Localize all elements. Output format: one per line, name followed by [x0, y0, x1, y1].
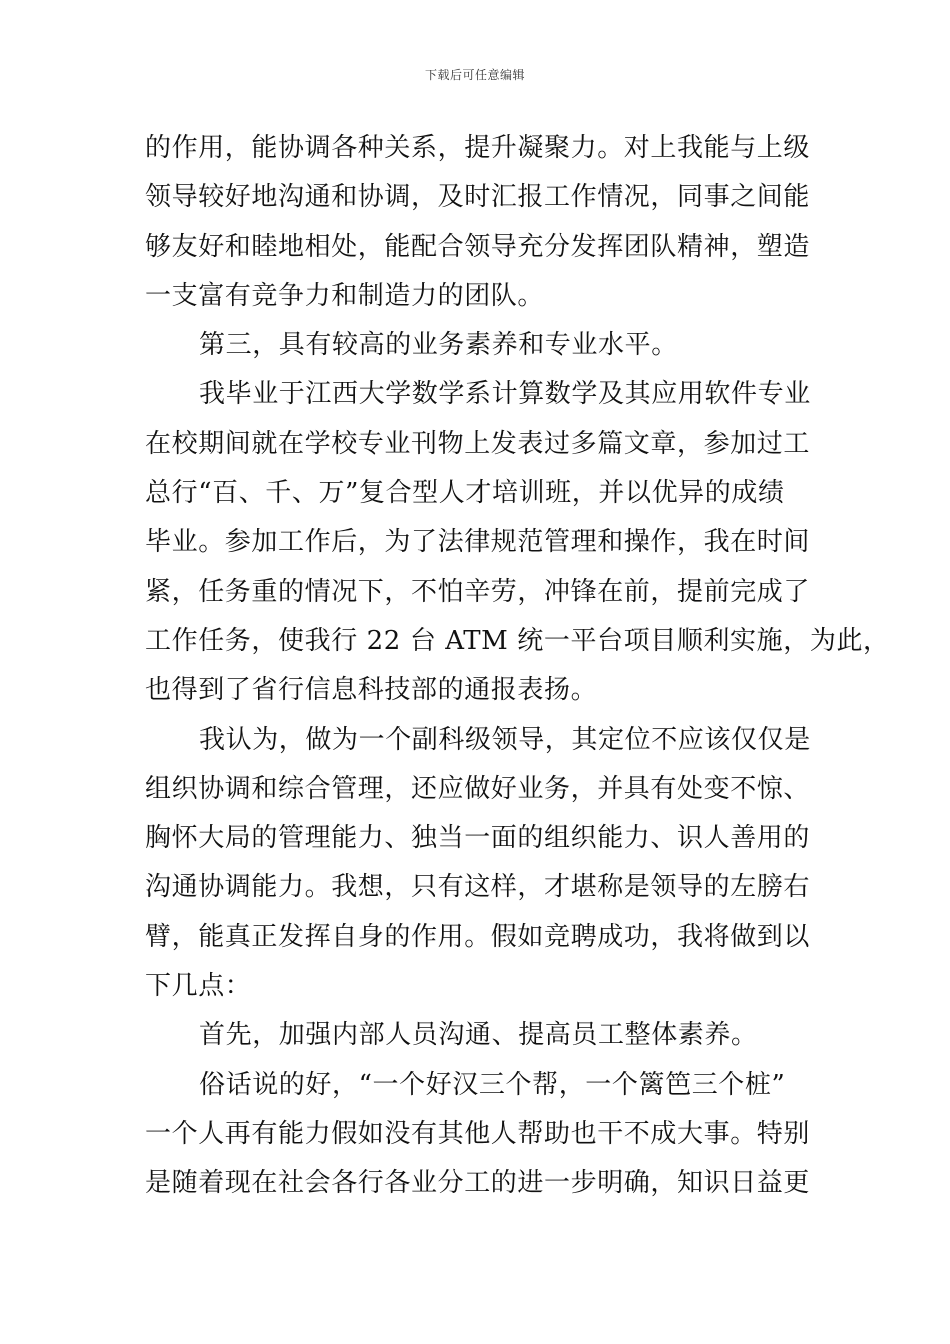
text-line: 俗话说的好，“一个好汉三个帮，一个篱笆三个桩” [199, 1069, 786, 1100]
text-line: 组织协调和综合管理，还应做好业务，并具有处变不惊、 [145, 773, 811, 804]
text-line: 一个人再有能力假如没有其他人帮助也干不成大事。特别 [145, 1118, 811, 1149]
text-line: 总行“百、千、万”复合型人才培训班，并以优异的成绩 [145, 478, 785, 509]
text-line: 下几点： [145, 971, 252, 1002]
text-line: 是随着现在社会各行各业分工的进一步明确，知识日益更 [145, 1168, 811, 1199]
text-line: 毕业。参加工作后，为了法律规范管理和操作，我在时间 [145, 527, 811, 558]
text-line: 够友好和睦地相处，能配合领导充分发挥团队精神，塑造 [145, 231, 811, 262]
text-line: 胸怀大局的管理能力、独当一面的组织能力、识人善用的 [145, 823, 811, 854]
text-line: 沟通协调能力。我想，只有这样，才堪称是领导的左膀右 [145, 872, 811, 903]
text-line: 紧，任务重的情况下，不怕辛劳，冲锋在前，提前完成了 [145, 576, 811, 607]
text-line: 的作用，能协调各种关系，提升凝聚力。对上我能与上级 [145, 133, 811, 163]
text-line: 在校期间就在学校专业刊物上发表过多篇文章，参加过工 [145, 428, 811, 459]
text-line: 我毕业于江西大学数学系计算数学及其应用软件专业 [199, 379, 811, 410]
text-line: 首先，加强内部人员沟通、提高员工整体素养。 [199, 1020, 758, 1051]
text-line: 第三，具有较高的业务素养和专业水平。 [199, 330, 678, 361]
text-line: 也得到了省行信息科技部的通报表扬。 [145, 675, 598, 706]
page-header: 下载后可任意编辑 [424, 68, 525, 82]
text-line: 领导较好地沟通和协调，及时汇报工作情况，同事之间能 [145, 182, 811, 213]
text-line: 工作任务，使我行 22 台 ATM 统一平台项目顺利实施，为此， [145, 625, 890, 656]
text-line: 我认为，做为一个副科级领导，其定位不应该仅仅是 [199, 724, 811, 755]
text-line: 一支富有竞争力和制造力的团队。 [145, 280, 545, 311]
document-body [145, 124, 890, 1209]
text-line: 臂，能真正发挥自身的作用。假如竞聘成功，我将做到以 [145, 921, 811, 952]
